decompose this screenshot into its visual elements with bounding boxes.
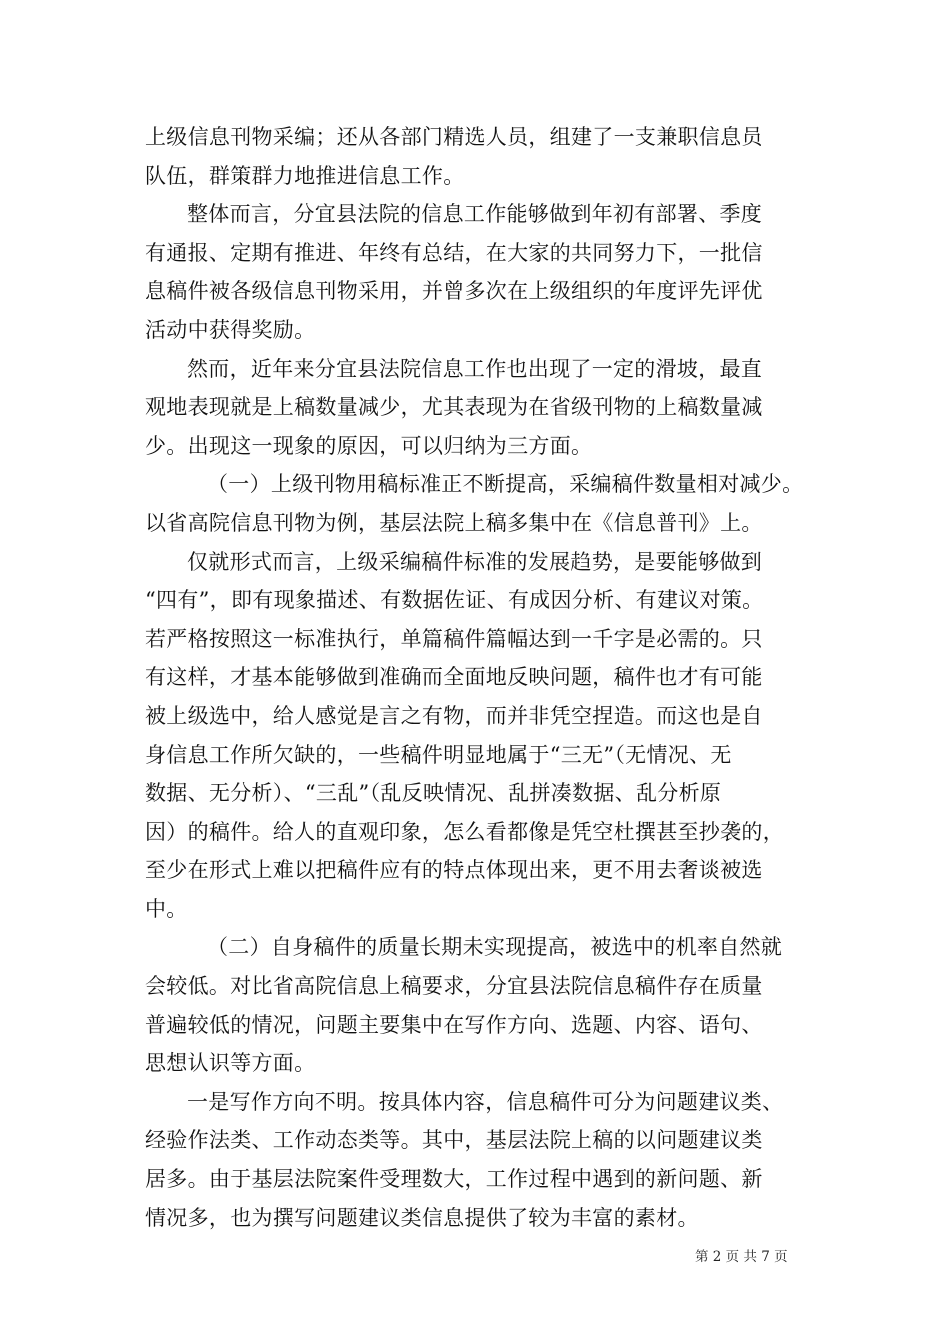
text-line: 经验作法类、工作动态类等。其中，基层法院上稿的以问题建议类 <box>145 1128 763 1153</box>
paragraph-start-line: 仅就形式而言，上级采编稿件标准的发展趋势，是要能够做到 <box>187 549 763 574</box>
section-heading-line: （一）上级刊物用稿标准正不断提高，采编稿件数量相对减少。 <box>207 472 804 497</box>
text-line: 会较低。对比省高院信息上稿要求，分宜县法院信息稿件存在质量 <box>145 974 763 999</box>
text-line: 居多。由于基层法院案件受理数大，工作过程中遇到的新问题、新 <box>145 1167 763 1192</box>
text-line: 以省高院信息刊物为例，基层法院上稿多集中在《信息普刊》上。 <box>145 510 763 535</box>
page-number-footer: 第 2 页 共 7 页 <box>695 1249 788 1265</box>
text-line: 数据、无分析）、“三乱”（乱反映情况、乱拼凑数据、乱分析原 <box>145 781 722 806</box>
text-line: 中。 <box>145 896 188 921</box>
text-line: 上级信息刊物采编；还从各部门精选人员，组建了一支兼职信息员 <box>145 125 763 149</box>
document-body <box>145 118 810 1237</box>
text-line: 若严格按照这一标准执行，单篇稿件篇幅达到一千字是必需的。只 <box>145 626 763 651</box>
text-line: 被上级选中，给人感觉是言之有物，而并非凭空捏造。而这也是自 <box>145 703 763 728</box>
paragraph-start-line: 整体而言，分宜县法院的信息工作能够做到年初有部署、季度 <box>187 202 763 227</box>
text-line: 有通报、定期有推进、年终有总结，在大家的共同努力下，一批信 <box>145 240 763 265</box>
text-line: 观地表现就是上稿数量减少，尤其表现为在省级刊物的上稿数量减 <box>145 395 763 420</box>
text-line: 息稿件被各级信息刊物采用，并曾多次在上级组织的年度评先评优 <box>145 279 763 304</box>
text-line: 普遍较低的情况，问题主要集中在写作方向、选题、内容、语句、 <box>145 1012 763 1037</box>
text-line: 思想认识等方面。 <box>145 1051 316 1076</box>
text-line: 少。出现这一现象的原因，可以归纳为三方面。 <box>145 433 593 458</box>
text-line: 情况多，也为撰写问题建议类信息提供了较为丰富的素材。 <box>145 1205 699 1230</box>
text-line: “四有”，即有现象描述、有数据佐证、有成因分析、有建议对策。 <box>145 588 764 613</box>
text-line: 因）的稿件。给人的直观印象，怎么看都像是凭空杜撰甚至抄袭的， <box>145 819 784 844</box>
section-heading-line: （二）自身稿件的质量长期未实现提高，被选中的机率自然就 <box>207 935 783 960</box>
text-line: 有这样，才基本能够做到准确而全面地反映问题，稿件也才有可能 <box>145 665 763 690</box>
paragraph-start-line: 一是写作方向不明。按具体内容，信息稿件可分为问题建议类、 <box>187 1089 784 1114</box>
paragraph-start-line: 然而，近年来分宜县法院信息工作也出现了一定的滑坡，最直 <box>187 356 763 381</box>
text-line: 身信息工作所欠缺的，一些稿件明显地属于“三无”（无情况、无 <box>145 742 732 767</box>
text-line: 活动中获得奖励。 <box>145 317 316 342</box>
text-line: 至少在形式上难以把稿件应有的特点体现出来，更不用去奢谈被选 <box>145 858 763 883</box>
text-line: 队伍，群策群力地推进信息工作。 <box>145 163 465 188</box>
